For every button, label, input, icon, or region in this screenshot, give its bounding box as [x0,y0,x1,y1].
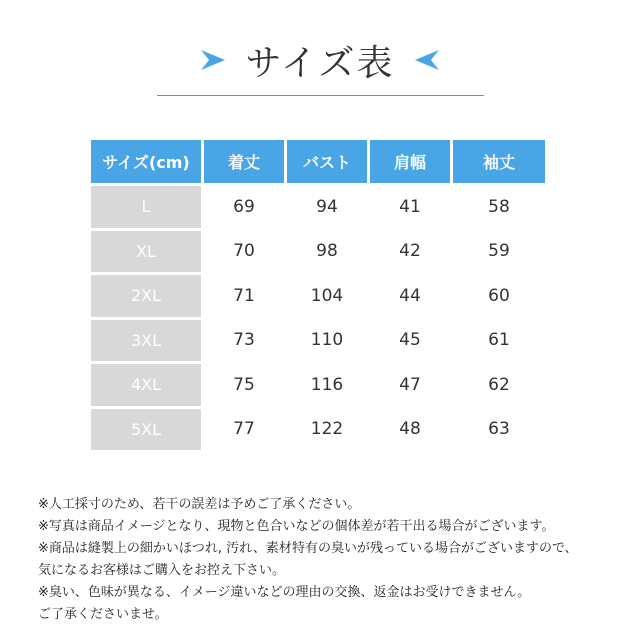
column-header-length: 着丈 [204,140,284,183]
shoulder-cell: 45 [399,330,421,351]
shoulder-cell: 48 [399,419,421,440]
note-line: ※商品は縫製上の細かいほつれ, 汚れ、素材特有の臭いが残っている場合がございますので、 [38,541,578,556]
table-row [91,231,545,273]
sleeve-cell: 59 [488,241,510,262]
bust-cell: 104 [310,285,344,306]
notes [38,494,628,626]
shoulder-cell: 42 [399,241,421,262]
sleeve-cell: 60 [488,285,510,306]
table-row [91,320,545,362]
size-table [88,137,548,453]
length-cell: 69 [233,196,255,217]
shoulder-cell: 41 [399,196,421,217]
table-row [91,186,545,228]
note-line: 気になるお客様はご購入をお控え下さい。 [38,563,286,578]
column-header-bust: バスト [287,140,367,183]
table-row [91,364,545,406]
sleeve-cell: 58 [488,196,510,217]
column-header-sleeve: 袖丈 [453,140,545,183]
shoulder-cell: 47 [399,374,421,395]
size-cell: 5XL [91,409,201,451]
note-line: ※写真は商品イメージとなり、現物と色合いなどの個体差が若干出る場合がございます。 [38,519,555,534]
bust-cell: 98 [316,241,338,262]
bust-cell: 122 [310,419,344,440]
size-cell: L [91,186,201,228]
page-title: サイズ表 [245,42,395,84]
column-header-shoulder: 肩幅 [370,140,450,183]
shoulder-cell: 44 [399,285,421,306]
size-cell: 2XL [91,275,201,317]
chevron-left-icon [413,45,443,75]
title-row [0,32,640,88]
column-header-size: サイズ(cm) [91,140,201,183]
length-cell: 70 [233,241,255,262]
note-line: ※臭い、色味が異なる、イメージ違いなどの理由の交換、返金はお受けできません。 [38,585,531,600]
length-cell: 75 [233,374,255,395]
bust-cell: 110 [310,330,344,351]
bust-cell: 94 [316,196,338,217]
length-cell: 73 [233,330,255,351]
bust-cell: 116 [310,374,344,395]
table-row [91,409,545,451]
sleeve-cell: 63 [488,419,510,440]
table-row [91,275,545,317]
note-line: ※人工採寸のため、若干の誤差は予めご了承ください。 [38,497,361,512]
size-cell: XL [91,231,201,273]
length-cell: 71 [233,285,255,306]
length-cell: 77 [233,419,255,440]
size-cell: 4XL [91,364,201,406]
note-line: ご了承くださいませ。 [38,607,168,622]
sleeve-cell: 62 [488,374,510,395]
title-divider [157,95,484,96]
table-header-row [91,140,545,183]
chevron-right-icon [197,45,227,75]
sleeve-cell: 61 [488,330,510,351]
size-cell: 3XL [91,320,201,362]
